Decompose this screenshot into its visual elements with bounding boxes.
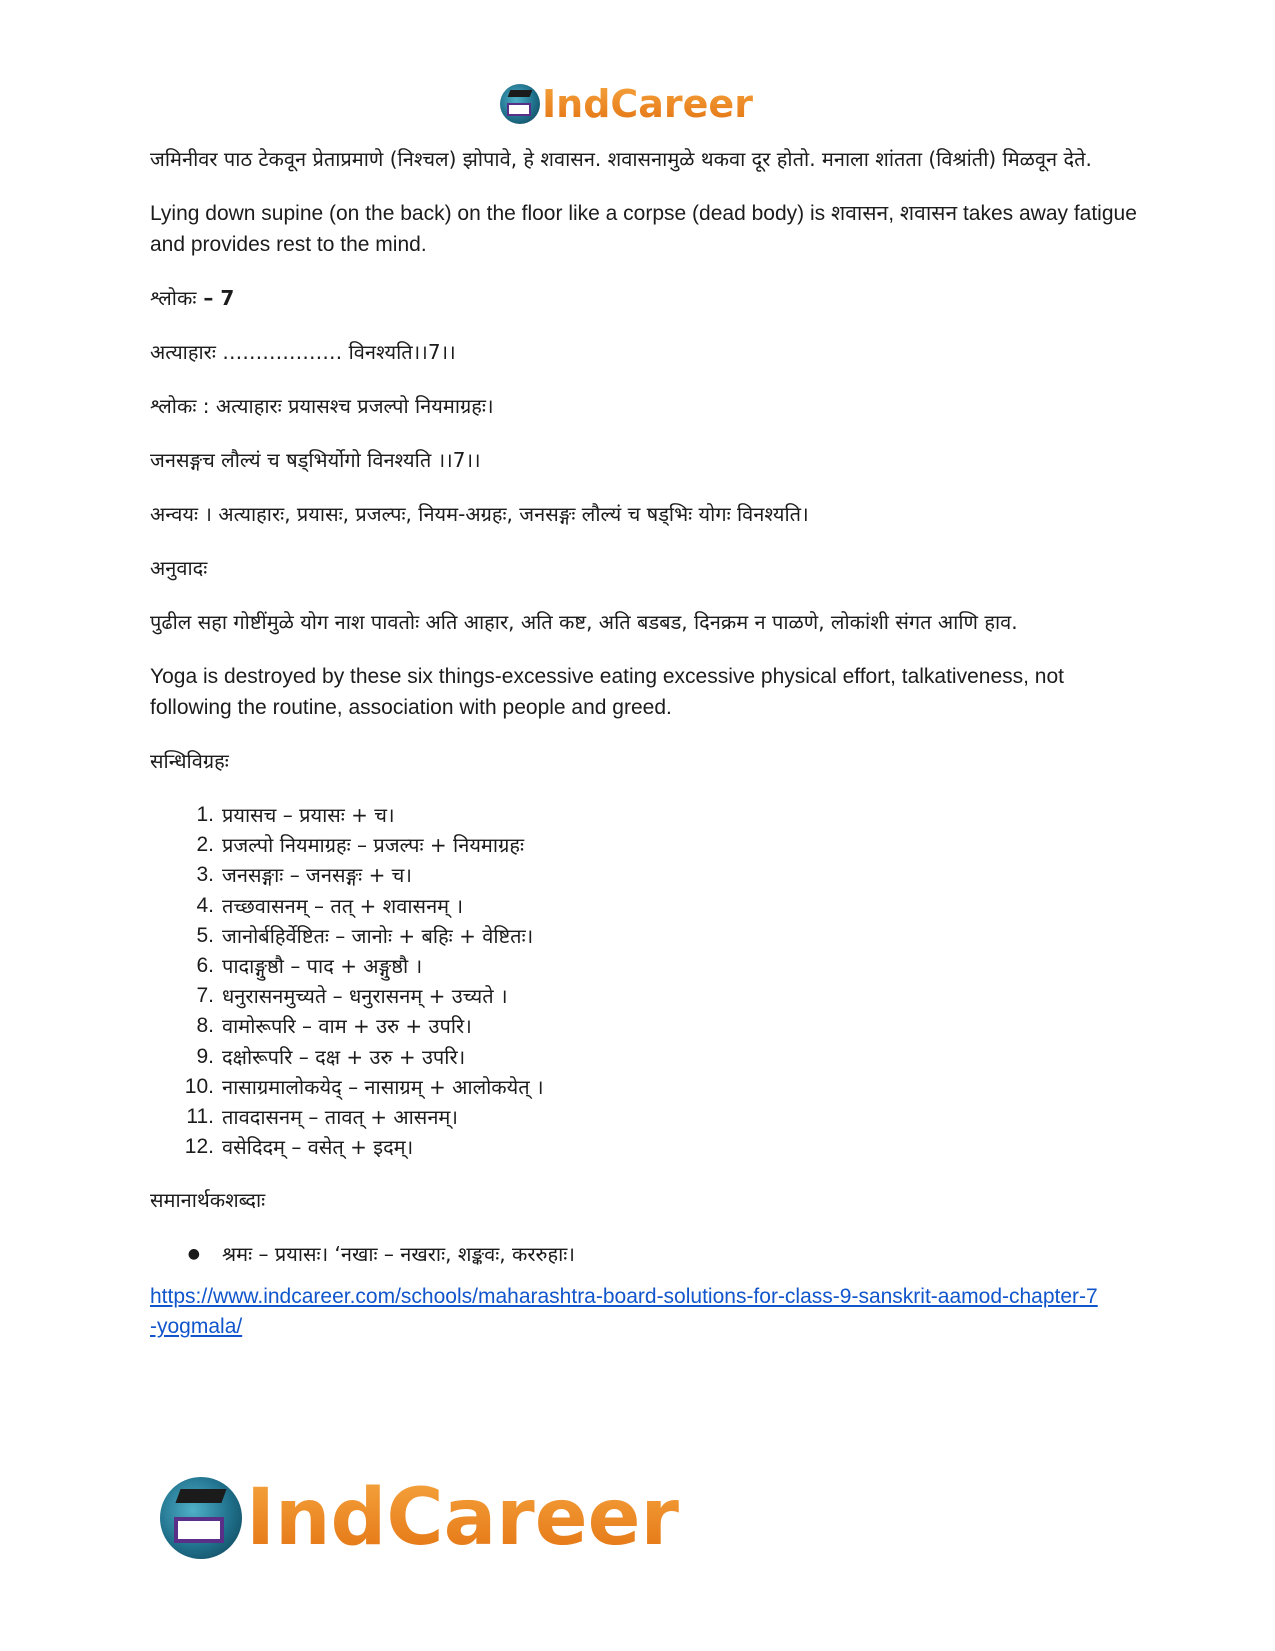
list-item-text: नासाग्रमालोकयेद् – नासाग्रम् + आलोकयेत् ।	[222, 1074, 544, 1099]
list-item-number: 10.	[184, 1074, 214, 1098]
synonyms-heading: समानार्थकशब्दाः	[150, 1188, 266, 1213]
list-item-text: तच्छवासनम् – तत् + शवासनम् ।	[222, 893, 464, 918]
list-item-number: 8.	[196, 1014, 214, 1038]
sandhi-list-item	[150, 1042, 1140, 1072]
logo-wordmark: IndCareer	[542, 82, 753, 126]
shloka-line-1: श्लोकः : अत्याहारः प्रयासश्च प्रजल्पो नियमाग्रहः।	[150, 394, 494, 418]
list-item-number: 12.	[184, 1135, 214, 1159]
synonyms-list	[150, 1239, 1140, 1270]
sandhi-list-item	[150, 921, 1140, 951]
list-item-number: 1.	[196, 803, 214, 826]
list-item-text: पादाङ्गुष्ठौ – पाद + अङ्गुष्ठौ ।	[222, 954, 423, 979]
list-item-number: 4.	[196, 893, 214, 917]
footer-source-link[interactable]: https://www.indcareer.com/schools/maharashtra-board-solutions-for-class-9-sanskrit-aamod-chapter-7-yogmala/	[150, 1285, 1098, 1339]
anuvada-marathi-paragraph: पुढील सहा गोष्टींमुळे योग नाश पावतोः अति आहार, अति कष्ट, अति बडबड, दिनक्रम न पाळणे, लोकांशी संगत आणि हाव.	[150, 610, 1018, 634]
sandhi-list-item	[150, 1072, 1140, 1102]
list-item-text: प्रयासच – प्रयासः + च।	[222, 803, 395, 827]
sandhi-list-item	[150, 860, 1140, 890]
list-item-number: 7.	[196, 984, 214, 1008]
list-item-text: वसेदिदम् – वसेत् + इदम्।	[222, 1135, 414, 1160]
graduation-cap-book-icon	[500, 84, 540, 124]
list-item-number: 3.	[196, 863, 214, 887]
synonyms-list-item	[150, 1239, 1140, 1270]
list-item-text: जनसङ्गाः – जनसङ्गः + च।	[222, 863, 412, 888]
english-shavasana-paragraph: Lying down supine (on the back) on the floor like a corpse (dead body) is शवासन, शवासन takes away fatigue and provides rest to the mind.	[150, 202, 1137, 256]
list-item-text: जानोर्बहिर्वेष्टितः – जानोः + बहिः + वेष्टितः।	[222, 923, 534, 948]
list-item-text: तावदासनम् – तावत् + आसनम्।	[222, 1105, 458, 1130]
list-item-text: धनुरासनमुच्यते – धनुरासनम् + उच्यते ।	[222, 984, 508, 1009]
list-item-number: 9.	[196, 1044, 214, 1068]
list-item-number: 6.	[196, 954, 214, 978]
sandhi-list-item	[150, 1011, 1140, 1041]
logo-wordmark: IndCareer	[246, 1473, 679, 1563]
shloka-prompt: अत्याहारः ……………… विनश्यति।।7।।	[150, 340, 456, 364]
indcareer-logo-header	[500, 80, 753, 128]
list-item-number: 2.	[196, 833, 214, 857]
sandhi-list-item	[150, 981, 1140, 1011]
list-item-text: प्रजल्पो नियमाग्रहः – प्रजल्पः + नियमाग्रहः	[222, 833, 525, 858]
sandhi-heading: सन्धिविग्रहः	[150, 749, 229, 773]
shloka-line-2: जनसङ्गच लौल्यं च षड्भिर्योगो विनश्यति ।।7।।	[150, 448, 481, 472]
list-item-number: 5.	[196, 923, 214, 947]
marathi-shavasana-paragraph: जमिनीवर पाठ टेकवून प्रेताप्रमाणे (निश्चल) झोपावे, हे शवासन. शवासनामुळे थकवा दूर होतो. मनाला शांतता (विश्रांती) मिळवून देते.	[150, 147, 1092, 171]
list-item-text: वामोरूपरि – वाम + उरु + उपरि।	[222, 1014, 472, 1039]
sandhi-list-item	[150, 800, 1140, 830]
anuvada-english-paragraph: Yoga is destroyed by these six things-excessive eating excessive physical effort, talkativeness, not following the routine, association with people and greed.	[150, 665, 1064, 719]
anvaya-paragraph: अन्वयः । अत्याहारः, प्रयासः, प्रजल्पः, नियम-अग्रहः, जनसङ्गः लौल्यं च षड्भिः योगः विनश्यति।	[150, 502, 809, 526]
shloka-heading	[150, 283, 1140, 314]
list-item-text: श्रमः – प्रयासः। ‘नखाः – नखराः, शङ्कवः, कररुहाः।	[222, 1242, 575, 1267]
sandhi-list-item	[150, 830, 1140, 860]
graduation-cap-book-icon	[160, 1477, 242, 1559]
sandhi-list-item	[150, 1132, 1140, 1162]
shloka-heading-label: श्लोकः	[150, 286, 197, 310]
sandhi-list-item	[150, 951, 1140, 981]
sandhi-list	[150, 800, 1140, 1162]
list-item-number: 11.	[186, 1105, 214, 1129]
sandhi-list-item	[150, 891, 1140, 921]
document-content	[150, 144, 1140, 1342]
bullet-icon: ●	[187, 1246, 200, 1263]
shloka-heading-number: – 7	[196, 286, 235, 310]
sandhi-list-item	[150, 1102, 1140, 1132]
list-item-text: दक्षोरूपरि – दक्ष + उरु + उपरि।	[222, 1044, 466, 1069]
indcareer-logo-footer	[160, 1468, 679, 1568]
anuvada-heading: अनुवादः	[150, 556, 208, 580]
